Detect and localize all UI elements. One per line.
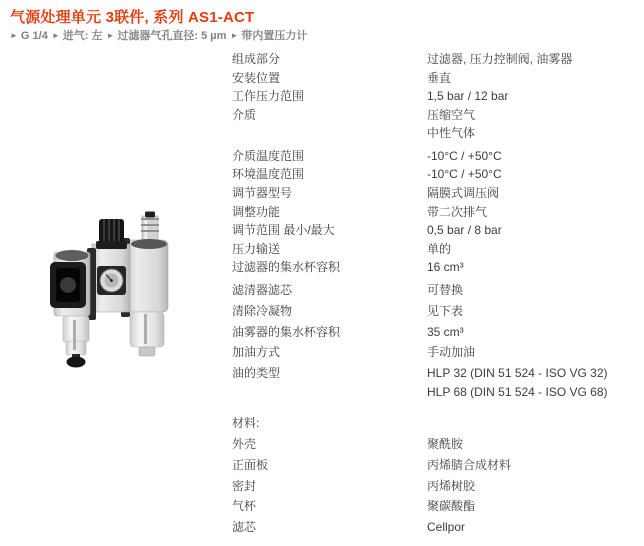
material-label: 外壳 <box>232 436 257 451</box>
spec-value-line: 压缩空气 <box>427 107 476 122</box>
material-value <box>427 477 634 496</box>
spec-value-line: 过滤器, 压力控制阀, 油雾器 <box>427 52 573 66</box>
spec-value-line: -10°C / +50°C <box>427 167 502 182</box>
spec-value-line: 35 cm³ <box>427 324 464 339</box>
material-value <box>427 518 634 537</box>
breadcrumb-item-0 <box>10 30 48 42</box>
material-value-line: Cellpor <box>427 520 466 535</box>
product-photo <box>46 208 178 374</box>
breadcrumb-item-label: 带内置压力计 <box>241 30 308 42</box>
spec-value-line: 带二次排气 <box>427 204 488 219</box>
material-row <box>232 477 634 498</box>
breadcrumb-item-2 <box>106 30 226 42</box>
spec-value <box>427 302 634 321</box>
spec-row <box>232 323 634 344</box>
spec-label: 工作压力范围 <box>232 89 305 104</box>
spec-label: 过滤器的集水杯容积 <box>232 260 341 275</box>
material-label: 密封 <box>232 478 257 493</box>
breadcrumb-item-label: G 1/4 <box>20 30 48 42</box>
spec-row <box>232 240 634 259</box>
breadcrumb-item-1 <box>52 30 103 42</box>
material-value <box>427 435 634 454</box>
material-value-line: 聚碳酸酯 <box>427 499 476 514</box>
spec-label: 油雾器的集水杯容积 <box>232 324 341 339</box>
spec-label: 调节范围 最小/最大 <box>232 223 335 238</box>
spec-label: 调整功能 <box>232 204 281 219</box>
spec-row <box>232 87 634 106</box>
page-title: 气源处理单元 3联件, 系列 AS1-ACT <box>10 9 255 26</box>
breadcrumb-item-label: 过滤器气孔直径: 5 µm <box>117 30 227 42</box>
spec-value <box>427 240 634 259</box>
spec-label: 加油方式 <box>232 345 281 360</box>
spec-row <box>232 221 634 240</box>
material-row <box>232 435 634 456</box>
material-label: 气杯 <box>232 499 257 514</box>
spec-label: 介质 <box>232 107 257 122</box>
spec-value <box>427 343 634 362</box>
materials-section <box>232 414 634 539</box>
spec-value-line: 中性气体 <box>427 126 476 141</box>
spec-value <box>427 203 634 222</box>
spec-label: 环境温度范围 <box>232 167 305 182</box>
spec-label: 介质温度范围 <box>232 148 305 163</box>
spec-label: 压力输送 <box>232 241 281 256</box>
spec-value-line: 隔膜式调压阀 <box>427 185 500 200</box>
material-label: 滤芯 <box>232 520 257 535</box>
spec-row <box>232 302 634 323</box>
spec-row <box>232 258 634 277</box>
breadcrumb-arrow-icon: ► <box>106 31 115 40</box>
spec-value-line: 16 cm³ <box>427 260 464 275</box>
spec-row <box>232 343 634 364</box>
spec-value <box>427 184 634 203</box>
breadcrumb-item-label: 进气: 左 <box>62 30 103 42</box>
spec-value <box>427 165 634 184</box>
pressure-gauge <box>97 266 126 295</box>
drain-knob <box>67 357 86 368</box>
spec-row <box>232 364 634 401</box>
breadcrumb-arrow-icon: ► <box>10 31 18 40</box>
spec-value <box>427 50 634 69</box>
spec-label: 清除冷凝物 <box>232 303 293 318</box>
spec-value <box>427 364 634 401</box>
filter-module <box>50 250 90 368</box>
materials-heading: 材料: <box>232 416 260 431</box>
spec-label: 滤清器滤芯 <box>232 282 293 297</box>
material-value-line: 丙烯腈合成材料 <box>427 457 512 472</box>
spec-value-line: -10°C / +50°C <box>427 148 502 163</box>
spec-row <box>232 281 634 302</box>
spec-value <box>427 221 634 240</box>
spec-row <box>232 165 634 184</box>
spec-value-line: 可替换 <box>427 282 464 297</box>
spec-label: 组成部分 <box>232 52 281 66</box>
material-label: 正面板 <box>232 457 269 472</box>
regulator-module <box>92 219 130 312</box>
spec-row <box>232 147 634 166</box>
spec-label: 油的类型 <box>232 366 281 381</box>
breadcrumb-item-3 <box>230 30 307 42</box>
spec-row <box>232 69 634 88</box>
spec-value <box>427 258 634 277</box>
material-value <box>427 456 634 475</box>
breadcrumb-arrow-icon: ► <box>230 31 239 40</box>
spec-row <box>232 50 634 69</box>
spec-value-line: HLP 32 (DIN 51 524 - ISO VG 32) <box>427 366 608 381</box>
spec-value <box>427 281 634 300</box>
spec-label: 调节器型号 <box>232 185 293 200</box>
spec-value-line: 1,5 bar / 12 bar <box>427 89 509 104</box>
lubricator-module <box>126 212 168 357</box>
spec-value <box>427 106 634 143</box>
material-row <box>232 497 634 518</box>
breadcrumb-arrow-icon: ► <box>51 31 60 40</box>
spec-value-line: 手动加油 <box>427 345 476 360</box>
spec-table <box>232 50 634 539</box>
frl-unit-illustration <box>46 208 178 374</box>
material-row <box>232 518 634 539</box>
material-value-line: 丙烯树胶 <box>427 478 476 493</box>
spec-value-line: HLP 68 (DIN 51 524 - ISO VG 68) <box>427 384 608 399</box>
material-value-line: 聚酰胺 <box>427 436 464 451</box>
spec-label: 安装位置 <box>232 70 281 85</box>
spec-value-line: 单的 <box>427 241 452 256</box>
spec-value-line: 见下表 <box>427 303 464 318</box>
spec-value <box>427 323 634 342</box>
breadcrumb <box>10 27 311 43</box>
material-value <box>427 497 634 516</box>
spec-value-line: 0,5 bar / 8 bar <box>427 223 502 238</box>
spec-row <box>232 203 634 222</box>
spec-row <box>232 106 634 143</box>
spec-value <box>427 147 634 166</box>
spec-value <box>427 69 634 88</box>
spec-row <box>232 184 634 203</box>
material-rows <box>232 435 634 539</box>
spec-rows <box>232 50 634 401</box>
spec-value <box>427 87 634 106</box>
material-row <box>232 456 634 477</box>
spec-value-line: 垂直 <box>427 70 452 85</box>
